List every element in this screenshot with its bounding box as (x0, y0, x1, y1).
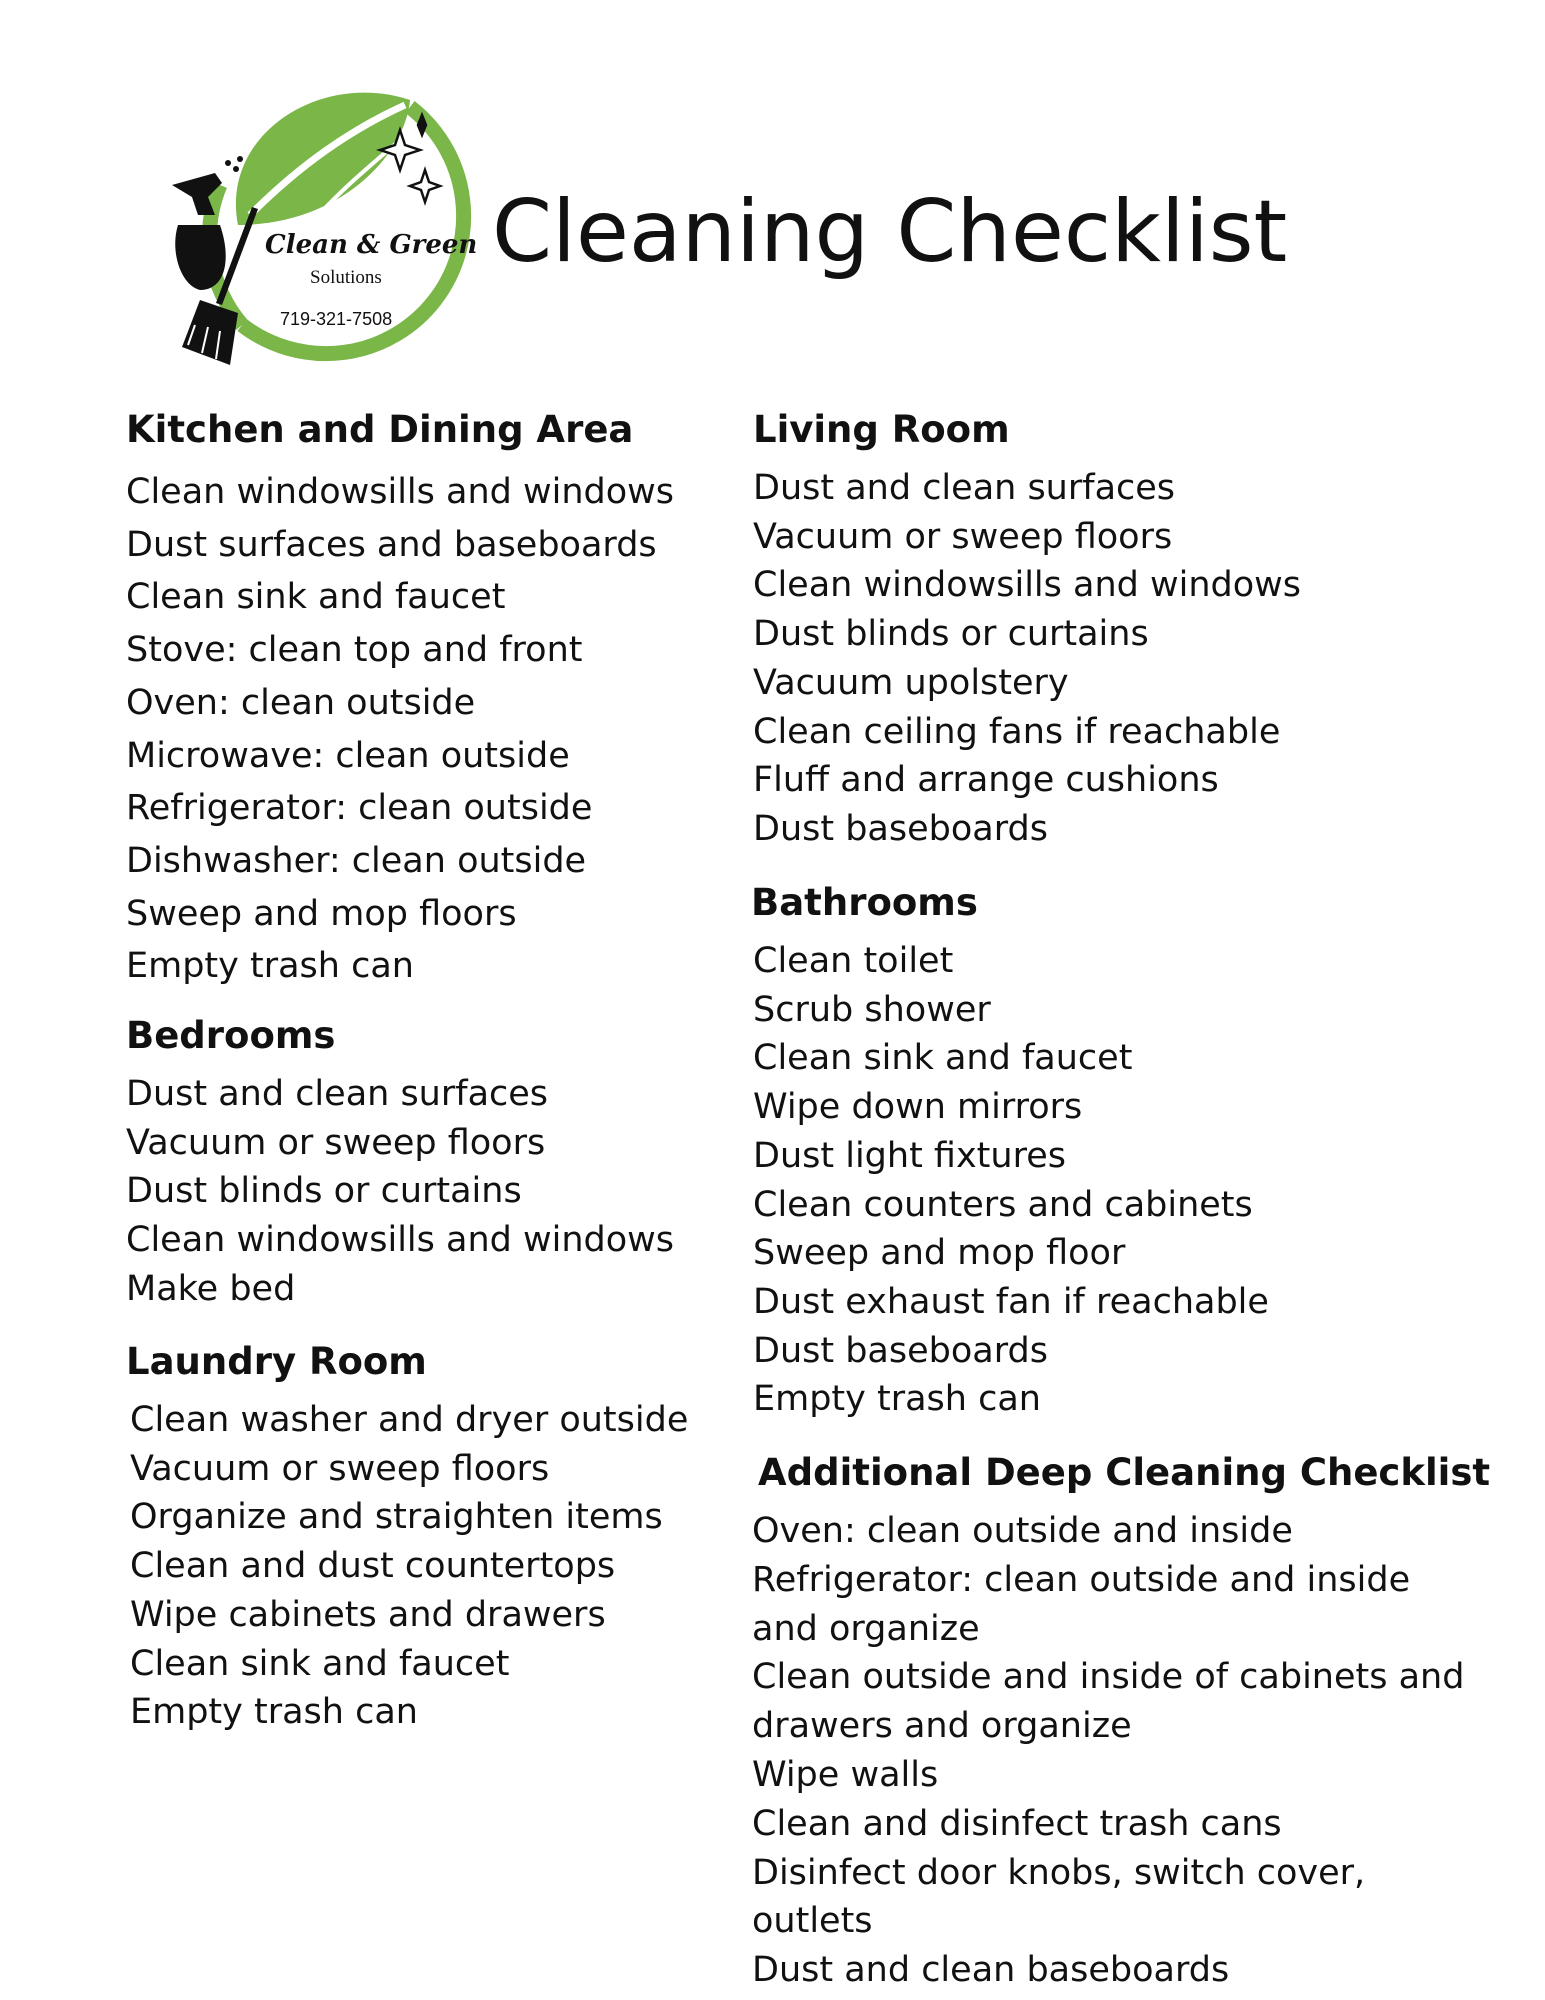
list-item: Wipe down mirrors (753, 1087, 1083, 1128)
list-item: Clean counters and cabinets (753, 1184, 1253, 1225)
section-kitchen (126, 402, 674, 993)
list-item: Dust blinds or curtains (126, 1171, 522, 1212)
list-item: Scrub shower (753, 989, 991, 1030)
list-item: Clean washer and dryer outside (130, 1400, 689, 1440)
list-item: Vacuum upolstery (753, 662, 1069, 703)
list-item: Clean sink and faucet (126, 577, 506, 618)
section-heading: Bathrooms (751, 881, 978, 924)
list-item: Dust and clean surfaces (126, 1074, 549, 1114)
section-living-room (753, 402, 1301, 854)
section-bedrooms (126, 1008, 674, 1314)
checklist (130, 1396, 688, 1737)
company-logo (160, 75, 480, 385)
section-deep-cleaning (752, 1445, 1490, 1995)
list-item: Vacuum or sweep floors (753, 516, 1173, 557)
list-item: Stove: clean top and front (126, 630, 583, 671)
section-heading: Bedrooms (126, 1014, 336, 1057)
list-item: Organize and straighten items (130, 1497, 663, 1538)
section-heading: Kitchen and Dining Area (126, 408, 634, 451)
checklist (753, 464, 1301, 854)
list-item: Clean toilet (753, 941, 954, 981)
list-item: Fluff and arrange cushions (753, 760, 1219, 801)
list-item: Clean windowsills and windows (753, 565, 1302, 606)
list-item: Clean outside and inside of cabinets and drawers and organize (752, 1657, 1465, 1747)
list-item: Sweep and mop floor (753, 1233, 1126, 1274)
list-item: Make bed (126, 1268, 296, 1309)
page-title: Cleaning Checklist (492, 182, 1288, 282)
list-item: Empty trash can (753, 1379, 1041, 1420)
list-item: Vacuum or sweep floors (126, 1122, 546, 1163)
checklist (126, 466, 674, 993)
list-item: Empty trash can (126, 946, 414, 987)
list-item: Dishwasher: clean outside (126, 840, 587, 881)
list-item: Dust light fixtures (753, 1135, 1066, 1176)
checklist (126, 1070, 674, 1314)
list-item: Dust baseboards (753, 1330, 1048, 1371)
section-laundry (126, 1334, 688, 1737)
checklist (753, 937, 1269, 1424)
brand-name: Clean & Green (265, 230, 478, 260)
section-heading: Laundry Room (126, 1340, 427, 1383)
list-item: Clean and disinfect trash cans (752, 1803, 1282, 1844)
list-item: Dust and clean baseboards (752, 1950, 1230, 1991)
list-item: Clean windowsills and windows (126, 1220, 675, 1261)
list-item: Dust surfaces and baseboards (126, 524, 657, 565)
list-item: Clean windowsills and windows (126, 472, 675, 512)
list-item: Oven: clean outside (126, 682, 476, 723)
list-item: Wipe walls (752, 1754, 939, 1795)
list-item: Oven: clean outside and inside (752, 1511, 1293, 1551)
list-item: Empty trash can (130, 1692, 418, 1733)
list-item: Dust baseboards (753, 808, 1048, 849)
brand-subtitle: Solutions (310, 267, 382, 288)
list-item: Clean and dust countertops (130, 1546, 616, 1587)
list-item: Dust and clean surfaces (753, 468, 1176, 508)
list-item: Dust blinds or curtains (753, 614, 1149, 655)
list-item: Clean ceiling fans if reachable (753, 711, 1281, 752)
brand-phone: 719-321-7508 (280, 309, 393, 329)
list-item: Clean sink and faucet (753, 1038, 1133, 1079)
list-item: Microwave: clean outside (126, 735, 570, 776)
list-item: Sweep and mop floors (126, 893, 517, 934)
list-item: Dust exhaust fan if reachable (753, 1281, 1269, 1322)
section-heading: Living Room (753, 408, 1010, 451)
checklist (752, 1507, 1490, 1995)
list-item: Clean sink and faucet (130, 1643, 510, 1684)
section-bathrooms (751, 875, 1269, 1424)
section-heading: Additional Deep Cleaning Checklist (758, 1451, 1491, 1494)
list-item: Vacuum or sweep floors (130, 1448, 550, 1489)
list-item: Refrigerator: clean outside (126, 788, 593, 829)
list-item: Wipe cabinets and drawers (130, 1594, 606, 1635)
list-item: Refrigerator: clean outside and inside and organize (752, 1559, 1411, 1649)
list-item: Disinfect door knobs, switch cover, outlets (752, 1852, 1366, 1942)
